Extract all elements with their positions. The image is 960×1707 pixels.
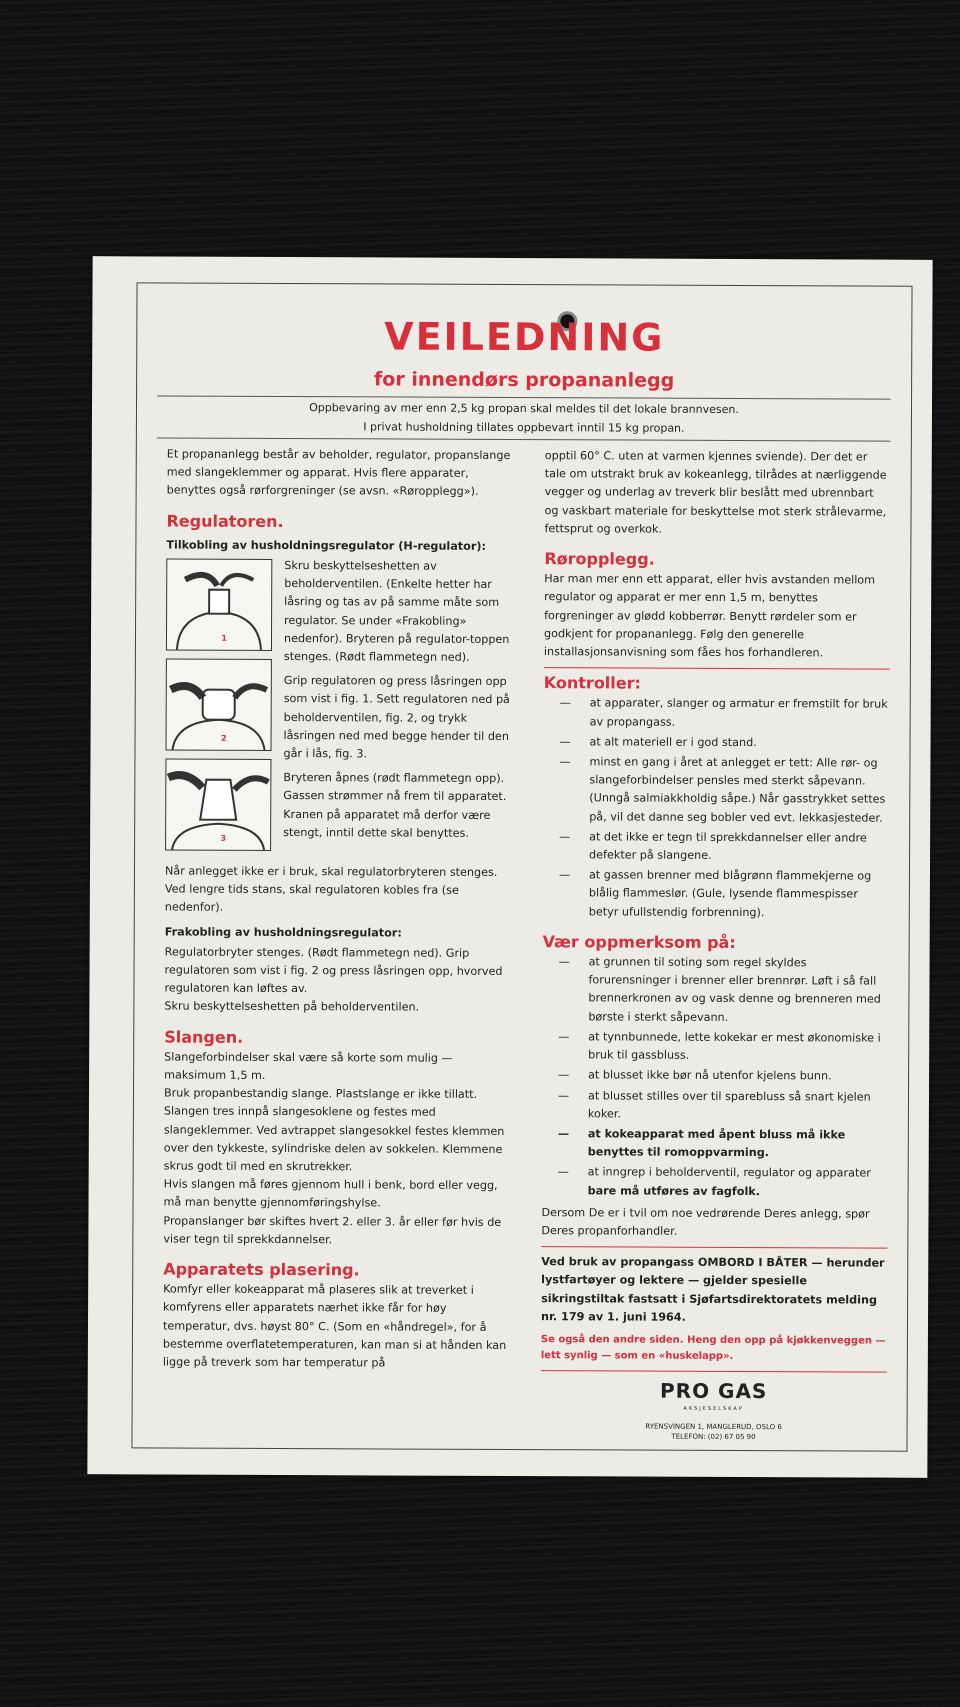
intro-text: Et propananlegg består av beholder, regulator, propanslange med slangeklemmer og apparat. Hvis flere apparater, benyttes også rørforgreninger (se avsn. «Røropplegg»).: [166, 447, 511, 499]
page-title: VEILEDNING: [384, 314, 665, 360]
figure-3: [165, 759, 271, 851]
regulator-figures: [165, 559, 272, 859]
list-item: — at tynnbunnede, lette kokekar er mest økonomiske i bruk til gassbluss.: [558, 1030, 881, 1062]
slangen-paragraph-2: Bruk propanbestandig slange. Plastslange er ikke tillatt. Slangen tres innpå slangesoklene og festes med slangeklemmer. Ved avtrappet slangesokkel festes klemmen over den tykkeste, sylindriske delen av sokkelen. Klemmene skrus godt til med en skrutrekker.: [163, 1086, 505, 1174]
regulator-paragraph-3: Bryteren åpnes (rødt flammetegn opp). Gassen strømmer nå frem til apparatet. Kranen på apparatet må derfor være stengt, inntil dette skal benyttes.: [283, 771, 507, 840]
divider-red-2: [541, 1246, 887, 1249]
list-item: — at blusset ikke bør nå utenfor kjelens bunn.: [558, 1068, 832, 1083]
list-item: — at inngrep i beholderventil, regulator og apparater bare må utføres av fagfolk.: [557, 1165, 871, 1198]
figure-3-number: 3: [220, 833, 227, 843]
ror-text: Har man mer enn ett apparat, eller hvis avstanden mellom regulator og apparat er mer enn 1,5 m, benyttes forgreninger av glødd kobberrør. Benytt rørdeler som er godkjent for propananlegg. Følg den generelle installasjonsanvisning som fåes hos forhandleren.: [543, 572, 876, 660]
notice-line-2: I privat husholdning tillates oppbevart inntil 15 kg propan.: [363, 420, 685, 435]
company-address: [540, 1421, 886, 1443]
frakobling-text: Regulatorbryter stenges. (Rødt flammetegn ned). Grip regulatoren som vist i fig. 2 og press låsringen opp, hvorved regulatoren kan løftes av.: [164, 945, 503, 996]
kontroller-list: [543, 695, 890, 923]
notice-line-1: Oppbevaring av mer enn 2,5 kg propan skal meldes til det lokale brannvesen.: [309, 401, 739, 416]
slangen-paragraph-4: Propanslanger bør skiftes hvert 2. eller 3. år eller før hvis de viser tegn til sprekkdannelser.: [163, 1214, 502, 1247]
right-column: [540, 447, 890, 1443]
frakobling-heading: Frakobling av husholdningsregulator:: [164, 925, 402, 940]
list-item: — at blusset stilles over til sparebluss så snart kjelen koker.: [557, 1088, 871, 1121]
card-frame: [131, 282, 912, 1451]
reminder-text: Se også den andre siden. Heng den opp på kjøkkenveggen — lett synlig — som en «huskelapp».: [540, 1334, 886, 1362]
divider-red-3: [541, 1370, 887, 1373]
address-line-1: RYENSVINGEN 1, MANGLERUD, OSLO 6: [645, 1422, 782, 1432]
figure-1: [166, 559, 272, 651]
plassering-continued: opptil 60° C. uten at varmen kjennes sviende). Der det er tale om utstrakt bruk av kokeanlegg, tilrådes at nærliggende vegger og underlag av treverk blir beslått med ubrennbart og vaskbart materiale for beskyttelse mot sterk strålevarme, fettsprut og overkok.: [544, 449, 887, 536]
hand-regulator-icon: [167, 660, 271, 750]
list-item: — at det ikke er tegn til sprekkdannelser eller andre defekter på slangene.: [559, 830, 867, 862]
plassering-heading: Apparatets plasering.: [163, 1259, 360, 1280]
regulator-paragraph-1: Skru beskyttelseshetten av beholderventilen. (Enkelte hetter har låsring og tas av på samme måte som regulator. Se under «Frakobling» nedenfor). Bryteren på regulator-toppen stenges. (Rødt flammetegn ned).: [283, 559, 510, 664]
ombord-text: Ved bruk av propangass OMBORD I BÅTER — herunder lystfartøyer og lektere — gjelder spesielle sikringstiltak fastsatt i Sjøfartsdirektoratets melding nr. 179 av 1. juni 1964.: [541, 1255, 885, 1324]
hand-regulator-icon: [167, 560, 271, 650]
instruction-card: [87, 256, 932, 1478]
slangen-paragraph-3: Hvis slangen må føres gjennom hull i benk, bord eller vegg, må man benytte gjennomføringshylse.: [163, 1177, 498, 1210]
regulator-subheading: Tilkobling av husholdningsregulator (H-regulator):: [166, 538, 486, 553]
left-column: [163, 445, 519, 1379]
list-item: — at apparater, slanger og armatur er fremstilt for bruk av propangass.: [559, 696, 888, 729]
divider-red-1: [544, 667, 890, 670]
list-item: — minst en gang i året at anlegget er tett: Alle rør- og slangeforbindelser pensles med sterkt såpevann. (Unngå salmiakkholdig såpe.) Når gasstrykket settes på, vil det danne seg bobler ved evt. lekkasjesteder.: [559, 755, 886, 825]
figure-2: [166, 659, 272, 751]
figure-2-number: 2: [220, 733, 227, 743]
address-line-2: TELEFON: (02) 67 05 90: [671, 1433, 756, 1442]
list-item: — at kokeapparat med åpent bluss må ikke benyttes til romoppvarming.: [557, 1127, 846, 1160]
storage-notice: [137, 397, 911, 438]
oppmerksom-heading: Vær oppmerksom på:: [542, 932, 736, 952]
list-item: — at grunnen til soting som regel skyldes forurensninger i brenner eller brennrør. Løft i så fall brennerkronen av og vask denne og brenneren med børste i sterkt såpevann.: [558, 955, 881, 1024]
frakobling-text-2: Skru beskyttelseshetten på beholderventilen.: [164, 999, 420, 1015]
logo-subtitle: AKSJESELSKAP: [683, 1405, 744, 1413]
list-item: — at alt materiell er i god stand.: [559, 735, 757, 749]
kontroller-heading: Kontroller:: [543, 673, 641, 693]
slangen-paragraph-1: Slangeforbindelser skal være så korte som mulig — maksimum 1,5 m.: [164, 1050, 453, 1082]
progas-logo: PRO GAS: [659, 1378, 768, 1404]
list-item: — at gassen brenner med blågrønn flammekjerne og blålig flammeslør. (Gule, lysende flammespisser betyr ufullstendig forbrenning).: [558, 868, 872, 919]
figure-1-number: 1: [221, 633, 228, 643]
dersom-text: Dersom De er i tvil om noe vedrørende Deres anlegg, spør Deres propanforhandler.: [541, 1205, 870, 1238]
page-subtitle: for innendørs propananlegg: [374, 368, 675, 392]
hand-regulator-icon: [166, 760, 270, 850]
plassering-text: Komfyr eller kokeapparat må plaseres slik at treverket i komfyrens eller apparatets nærhet ikke får for høy temperatur, dvs. høyst 80° C. (Som en «håndregel», for å bestemme overflatetemperaturen, kan man si at hånden kan ligge på treverk som har temperatur på: [162, 1282, 507, 1370]
ror-heading: Røropplegg.: [544, 549, 655, 569]
oppmerksom-list: [542, 953, 889, 1201]
regulator-paragraph-4: Når anlegget ikke er i bruk, skal regulatorbryteren stenges. Ved lengre tids stans, skal regulatoren kobles fra (se nedenfor).: [164, 864, 498, 915]
slangen-heading: Slangen.: [164, 1027, 244, 1047]
regulator-paragraph-2: Grip regulatoren og press låsringen opp som vist i fig. 1. Sett regulatoren ned på beholderventilen, fig. 2, og trykk låsringen ned med begge hender til den går i lås, fig. 3.: [283, 674, 510, 761]
regulator-heading: Regulatoren.: [166, 511, 284, 531]
